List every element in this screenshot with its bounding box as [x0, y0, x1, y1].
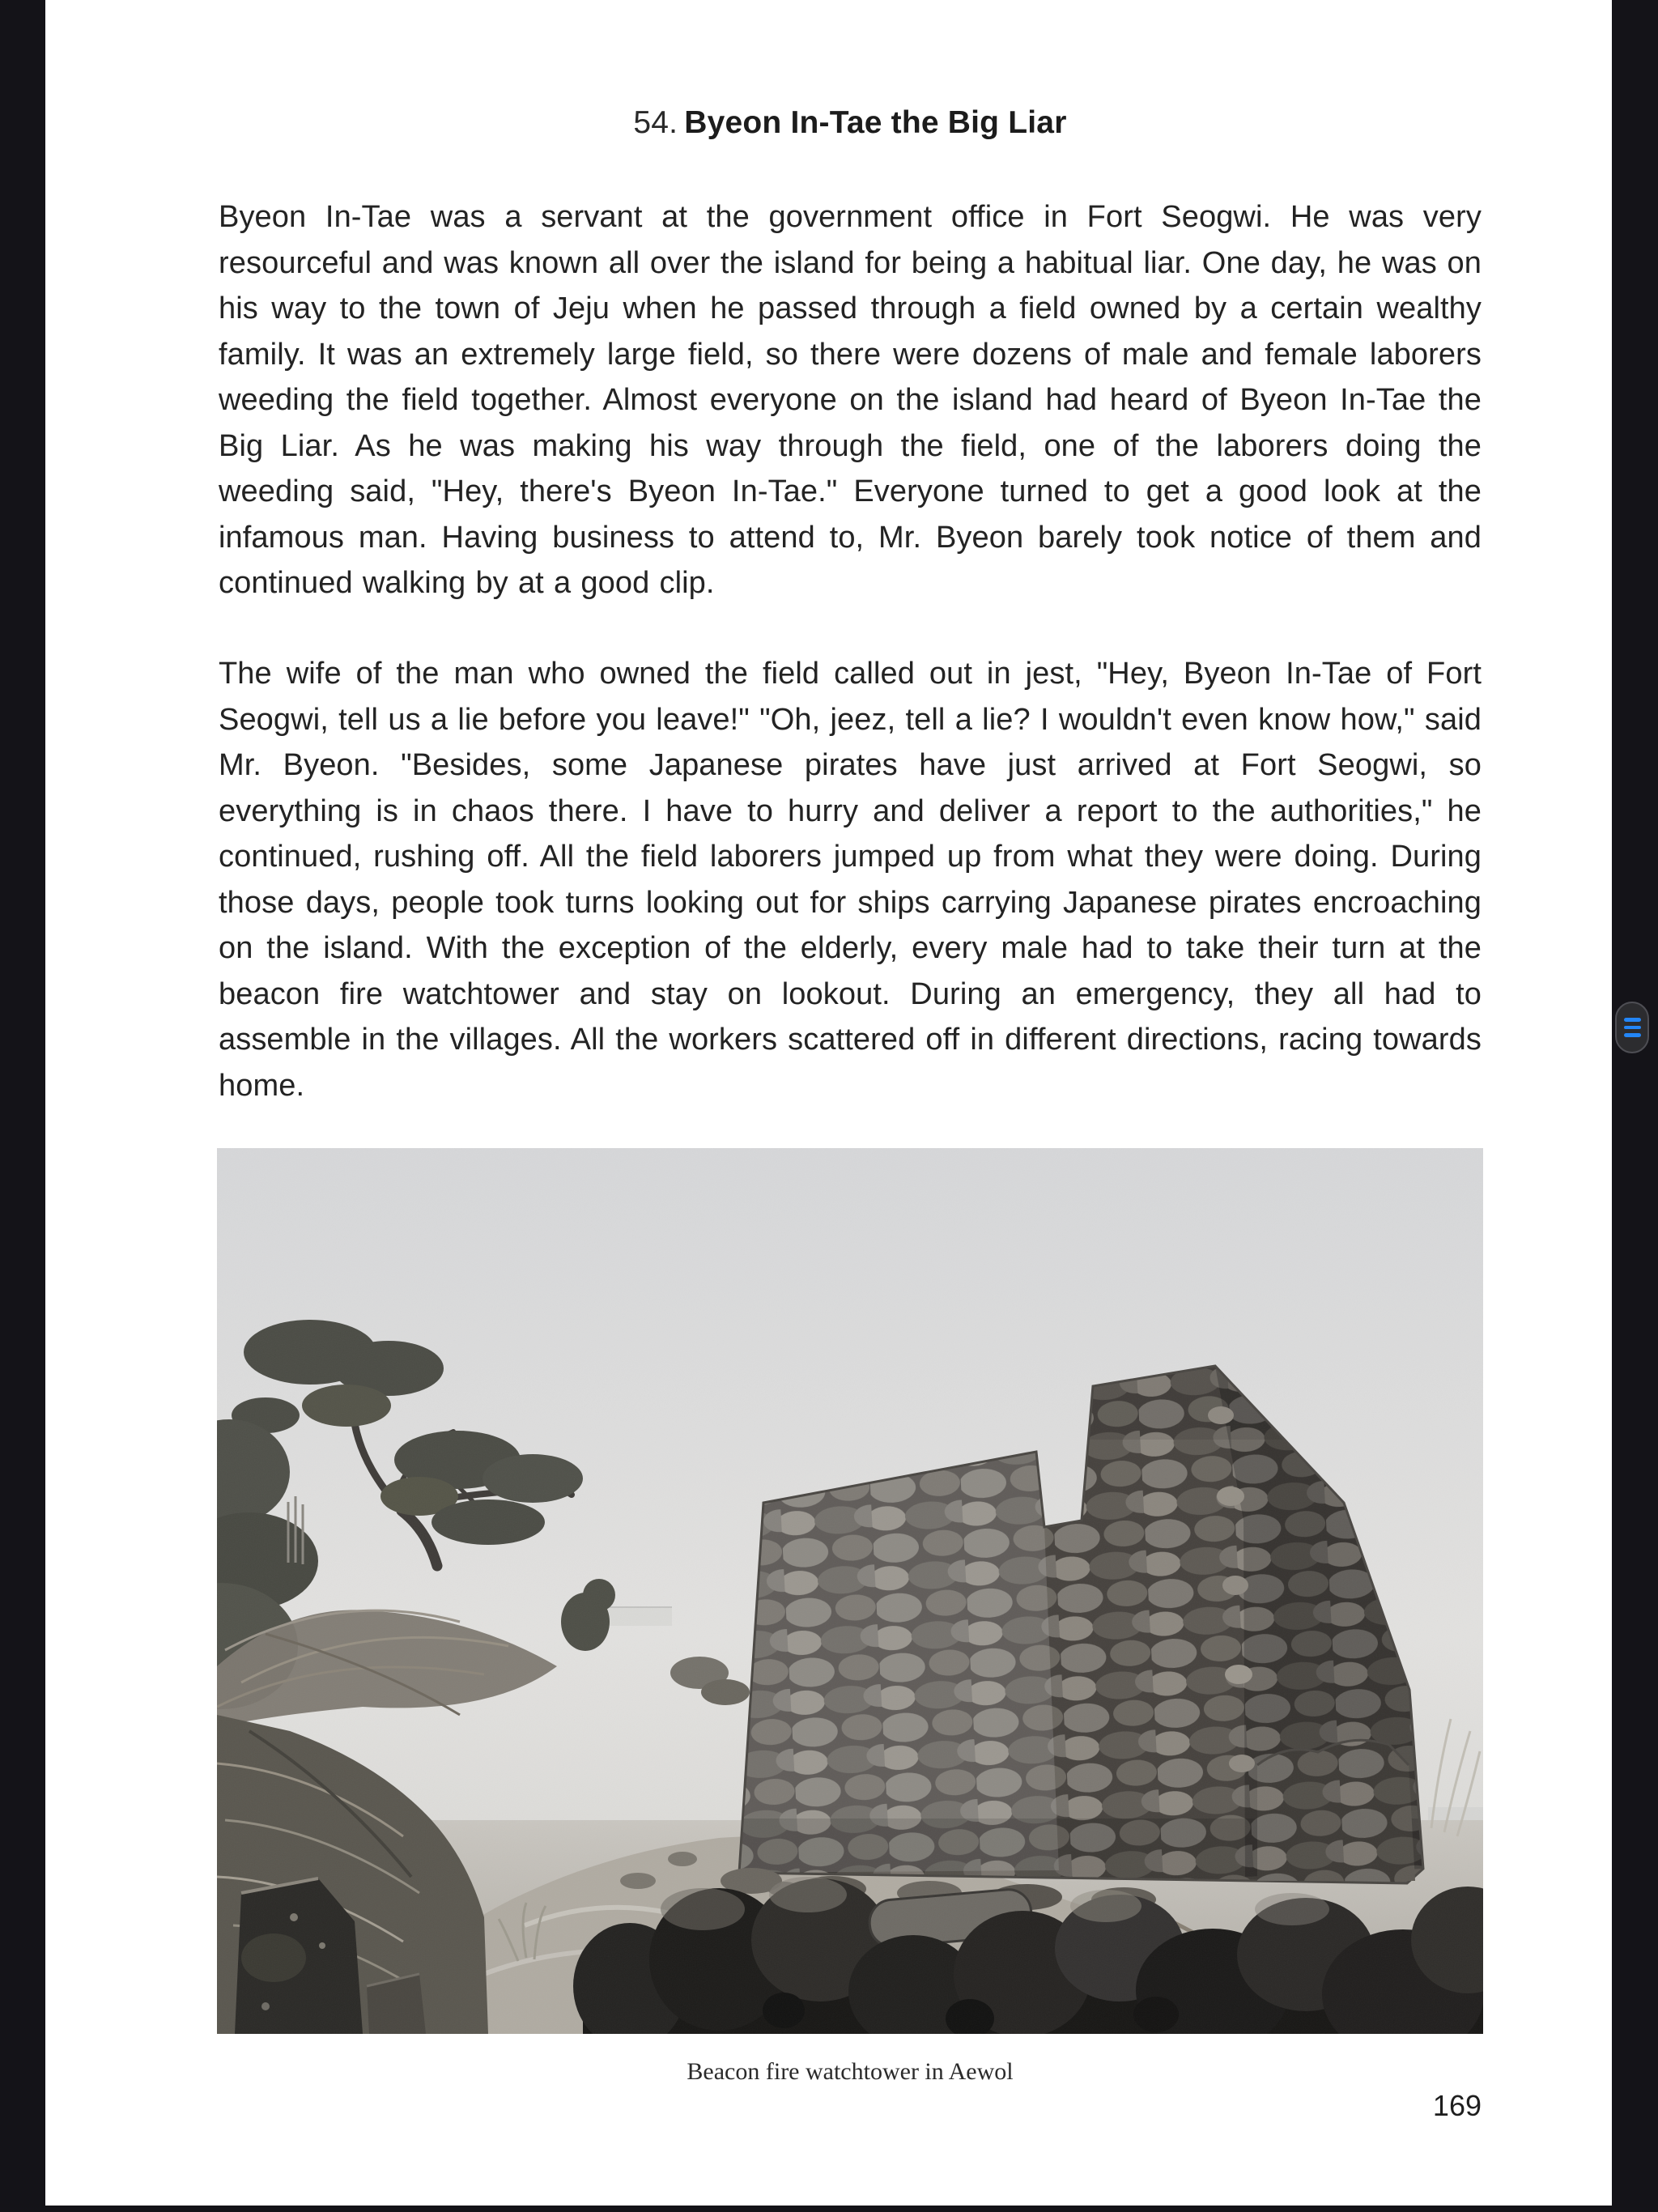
page-number: 169	[1432, 2089, 1482, 2122]
photo-caption: Beacon fire watchtower in Aewol	[687, 2058, 1014, 2085]
chapter-title	[219, 105, 1482, 141]
right-bezel	[1612, 0, 1658, 2212]
bottom-bezel	[0, 2206, 1658, 2212]
left-bezel	[0, 0, 45, 2212]
page-options-button[interactable]	[1615, 1002, 1649, 1053]
paragraph-1: Byeon In-Tae was a servant at the government office in Fort Seogwi. He was very resourceful and was known all over the island for being a habitual liar. One day, he was on his way to the town of Jeju when he passed through a field owned by a certain wealthy family. It was an extremely large field, so there were dozens of male and female laborers weeding the field together. Almost everyone on the island had heard of Byeon In-Tae the Big Liar. As he was making his way through the field, one of the laborers doing the weeding said, "Hey, there's Byeon In-Tae." Everyone turned to get a good look at the infamous man. Having business to attend to, Mr. Byeon barely took notice of them and continued walking by at a good clip.	[219, 200, 1482, 600]
watchtower-photo	[217, 1148, 1483, 2034]
book-page	[45, 0, 1612, 2206]
paragraph-2: The wife of the man who owned the field called out in jest, "Hey, Byeon In-Tae of Fort Seogwi, tell us a lie before you leave!" "Oh, jeez, tell a lie? I wouldn't even know how," said Mr. Byeon. "Besides, some Japanese pirates have just arrived at Fort Seogwi, so everything is in chaos there. I have to hurry and deliver a report to the authorities," he continued, rushing off. All the field laborers jumped up from what they were doing. During those days, people took turns looking out for ships carrying Japanese pirates encroaching on the island. With the exception of the elderly, every male had to take their turn at the beacon fire watchtower and stay on lookout. During an emergency, they all had to assemble in the villages. All the workers scattered off in different directions, racing towards home.	[219, 657, 1482, 1103]
photo-grain	[217, 1148, 1483, 2034]
chapter-title-text: Byeon In-Tae the Big Liar	[684, 105, 1067, 140]
watchtower-photo-art	[217, 1148, 1483, 2034]
chapter-number: 54.	[633, 105, 678, 140]
